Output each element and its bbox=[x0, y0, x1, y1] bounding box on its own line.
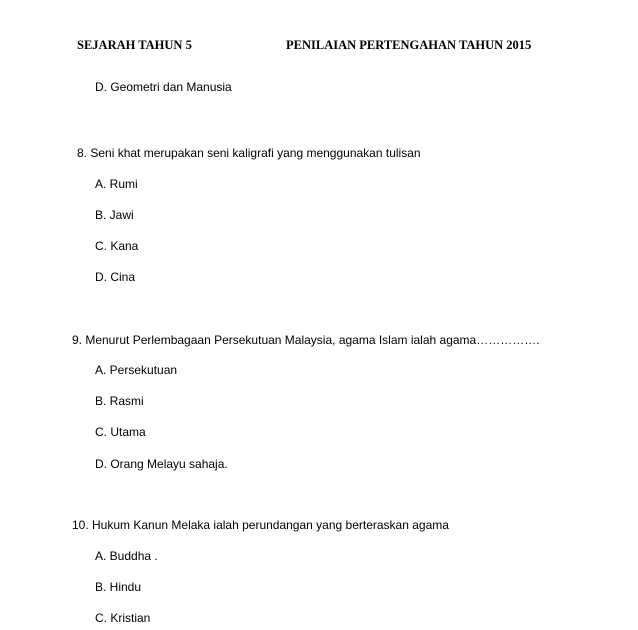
question-10-option-c: C. Kristian bbox=[95, 611, 151, 625]
question-8-option-a: A. Rumi bbox=[95, 177, 138, 191]
question-9-option-c: C. Utama bbox=[95, 425, 146, 439]
question-9-option-d: D. Orang Melayu sahaja. bbox=[95, 457, 228, 471]
question-8-text: 8. Seni khat merupakan seni kaligrafi yang menggunakan tulisan bbox=[77, 146, 421, 160]
question-9-text: 9. Menurut Perlembagaan Persekutuan Malaysia, agama Islam ialah agama……………. bbox=[72, 333, 540, 347]
question-8-option-d: D. Cina bbox=[95, 270, 136, 284]
question-9-option-b: B. Rasmi bbox=[95, 394, 144, 408]
question-10-text: 10. Hukum Kanun Melaka ialah perundangan yang berteraskan agama bbox=[72, 518, 449, 532]
header-exam-title: PENILAIAN PERTENGAHAN TAHUN 2015 bbox=[286, 38, 532, 52]
question-9-option-a: A. Persekutuan bbox=[95, 363, 178, 377]
question-10-option-b: B. Hindu bbox=[95, 580, 142, 594]
header-subject: SEJARAH TAHUN 5 bbox=[77, 38, 192, 52]
question-8-option-b: B. Jawi bbox=[95, 208, 134, 222]
question-8-option-c: C. Kana bbox=[95, 239, 139, 253]
prev-question-option-d: D. Geometri dan Manusia bbox=[95, 80, 232, 94]
question-10-option-a: A. Buddha . bbox=[95, 549, 158, 563]
